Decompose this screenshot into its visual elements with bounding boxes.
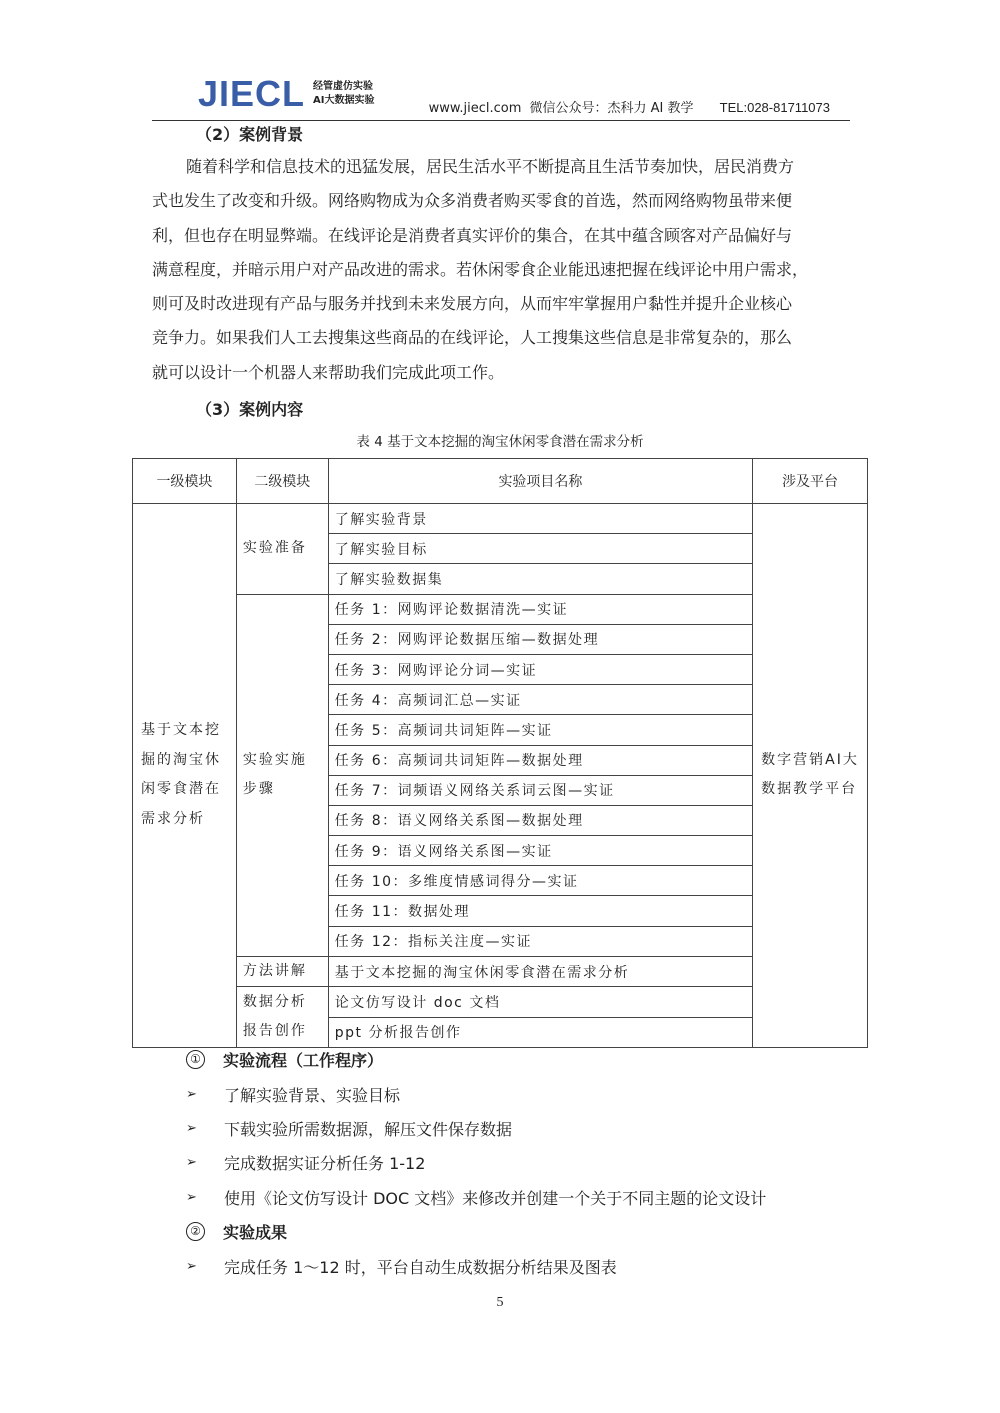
arrow-bullet-icon: ➢	[186, 1259, 197, 1274]
paragraph-line: 利，但也存在明显弊端。在线评论是消费者真实评价的集合，在其中蕴含顾客对产品偏好与	[152, 225, 793, 245]
flow-heading: ① 实验流程（工作程序）	[186, 1048, 383, 1071]
table-row	[133, 504, 868, 534]
arrow-bullet-icon: ➢	[186, 1087, 197, 1102]
header-website: www.jiecl.com	[428, 101, 522, 116]
experiment-table	[132, 458, 868, 1048]
project-item: 任务 9：语义网络关系图—实证	[328, 836, 752, 866]
list-item: ➢ 了解实验背景、实验目标	[186, 1086, 401, 1105]
module2-cell: 实验准备	[236, 504, 328, 595]
project-item: 了解实验背景	[328, 504, 752, 534]
paragraph-line: 满意程度，并暗示用户对产品改进的需求。若休闲零食企业能迅速把握在线评论中用户需求，	[152, 259, 809, 279]
section-heading-content: （3）案例内容	[196, 400, 304, 419]
module2-cell: 实验实施步骤	[236, 594, 328, 956]
page-header	[152, 72, 850, 121]
project-item: 任务 1：网购评论数据清洗—实证	[328, 594, 752, 624]
logo-text: JIECL	[198, 73, 306, 114]
project-item: 任务 12：指标关注度—实证	[328, 926, 752, 956]
logo-subtitle: 经管虚仿实验 AI大数据实验	[313, 81, 375, 106]
results-heading: ② 实验成果	[186, 1220, 287, 1243]
arrow-bullet-icon: ➢	[186, 1121, 197, 1136]
project-item: 任务 8：语义网络关系图—数据处理	[328, 805, 752, 835]
circled-number: ①	[186, 1050, 205, 1069]
platform-cell: 数字营销AI大数据教学平台	[753, 504, 868, 1048]
module2-cell: 方法讲解	[236, 956, 328, 987]
list-item: ➢ 使用《论文仿写设计 DOC 文档》来修改并创建一个关于不同主题的论文设计	[186, 1189, 767, 1208]
table-header-row	[133, 459, 868, 504]
list-item: ➢ 完成任务 1～12 时，平台自动生成数据分析结果及图表	[186, 1258, 617, 1277]
header-project-name: 实验项目名称	[328, 459, 752, 504]
project-item: 任务 11：数据处理	[328, 896, 752, 926]
header-platform: 涉及平台	[753, 459, 868, 504]
paragraph-line: 式也发生了改变和升级。网络购物成为众多消费者购买零食的首选，然而网络购物虽带来便	[152, 191, 793, 211]
module2-cell: 数据分析报告创作	[236, 987, 328, 1047]
project-item: 了解实验目标	[328, 534, 752, 564]
list-item: ➢ 下载实验所需数据源，解压文件保存数据	[186, 1120, 513, 1139]
project-item: 任务 5：高频词共词矩阵—实证	[328, 715, 752, 745]
circled-number: ②	[186, 1222, 205, 1241]
page-number: 5	[496, 1295, 504, 1310]
project-item: 任务 4：高频词汇总—实证	[328, 685, 752, 715]
project-item: 任务 2：网购评论数据压缩—数据处理	[328, 624, 752, 654]
module1-cell: 基于文本挖掘的淘宝休闲零食潜在需求分析	[133, 504, 237, 1048]
paragraph-line: 竞争力。如果我们人工去搜集这些商品的在线评论，人工搜集这些信息是非常复杂的，那么	[152, 328, 793, 348]
list-item: ➢ 完成数据实证分析任务 1-12	[186, 1154, 426, 1173]
project-item: 基于文本挖掘的淘宝休闲零食潜在需求分析	[328, 956, 752, 987]
project-item: 了解实验数据集	[328, 564, 752, 594]
project-item: 任务 10：多维度情感词得分—实证	[328, 866, 752, 896]
header-contact	[425, 97, 830, 116]
header-module1: 一级模块	[133, 459, 237, 504]
arrow-bullet-icon: ➢	[186, 1190, 197, 1205]
header-wechat: 微信公众号：杰科力 AI 教学	[529, 101, 694, 116]
jiecl-logo	[198, 73, 375, 114]
paragraph-line: 则可及时改进现有产品与服务并找到未来发展方向，从而牢牢掌握用户黏性并提升企业核心	[152, 294, 793, 314]
arrow-bullet-icon: ➢	[186, 1155, 197, 1170]
section-heading-background: （2）案例背景	[196, 125, 304, 144]
project-item: 任务 6：高频词共词矩阵—数据处理	[328, 745, 752, 775]
project-item: 论文仿写设计 doc 文档	[328, 987, 752, 1017]
project-item: 任务 7：词频语义网络关系词云图—实证	[328, 775, 752, 805]
project-item: ppt 分析报告创作	[328, 1017, 752, 1047]
table-caption: 表 4 基于文本挖掘的淘宝休闲零食潜在需求分析	[356, 434, 644, 450]
paragraph-line: 随着科学和信息技术的迅猛发展，居民生活水平不断提高且生活节奏加快，居民消费方	[186, 157, 795, 176]
header-module2: 二级模块	[236, 459, 328, 504]
paragraph-line: 就可以设计一个机器人来帮助我们完成此项工作。	[152, 362, 505, 382]
project-item: 任务 3：网购评论分词—实证	[328, 654, 752, 684]
background-paragraph	[152, 150, 848, 390]
header-tel: TEL:028-81711073	[719, 100, 830, 115]
